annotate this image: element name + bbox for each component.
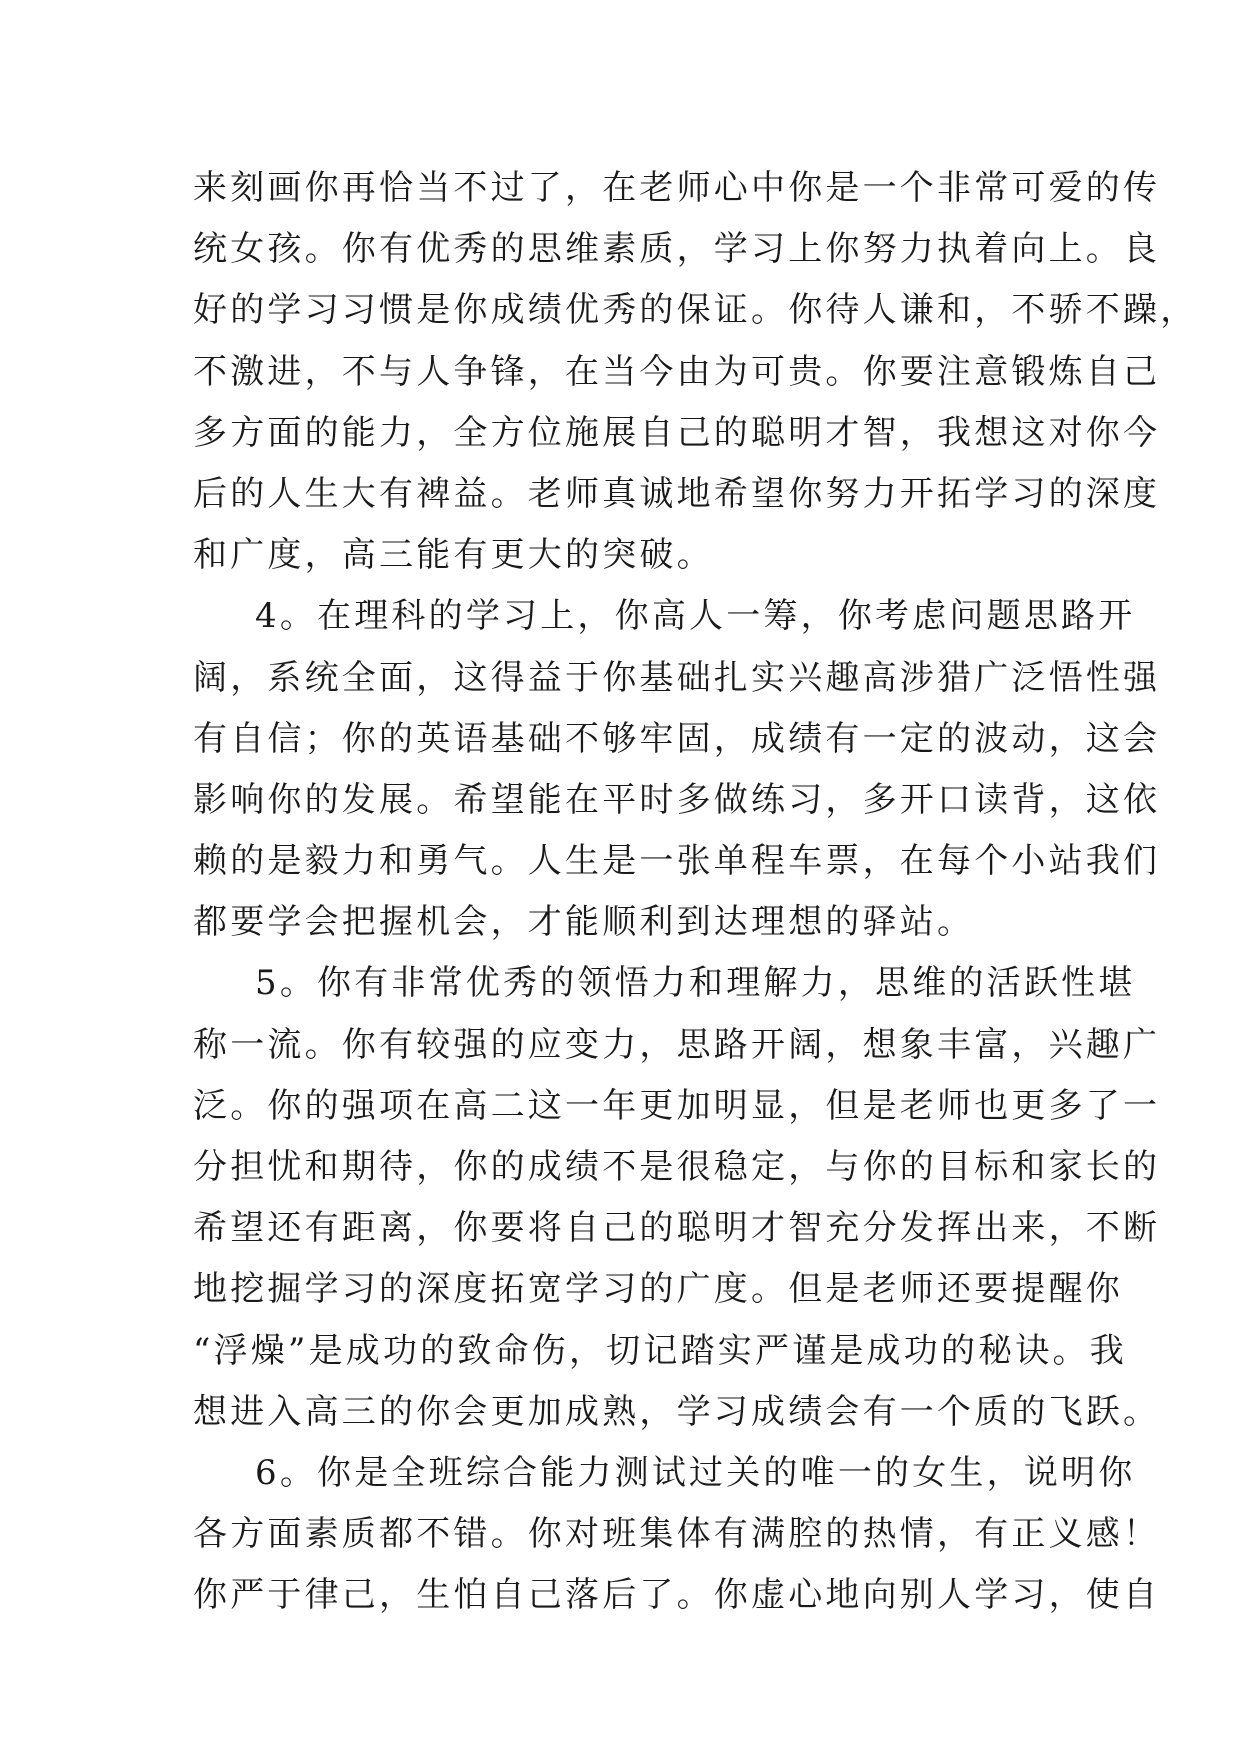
text-line: 4。在理科的学习上，你高人一筹，你考虑问题思路开 (255, 596, 1136, 637)
document-body (193, 158, 1198, 1627)
text-line: 不激进，不与人争锋，在当今由为可贵。你要注意锻炼自己 (193, 351, 1161, 392)
text-line: 希望还有距离，你要将自己的聪明才智充分发挥出来，不断 (193, 1208, 1161, 1249)
text-line: 分担忧和期待，你的成绩不是很稳定，与你的目标和家长的 (193, 1147, 1161, 1187)
text-line: 影响你的发展。希望能在平时多做练习，多开口读背，这依 (193, 779, 1161, 820)
text-line: 各方面素质都不错。你对班集体有满腔的热情，有正义感！ (193, 1514, 1161, 1555)
text-line: 多方面的能力，全方位施展自己的聪明才智，我想这对你今 (193, 412, 1161, 453)
text-line: 阔，系统全面，这得益于你基础扎实兴趣高涉猎广泛悟性强 (193, 657, 1161, 698)
text-line: 来刻画你再恰当不过了，在老师心中你是一个非常可爱的传 (193, 168, 1161, 208)
text-line: “浮燥”是成功的致命伤，切记踏实严谨是成功的秘诀。我 (193, 1330, 1127, 1371)
text-line: 6。你是全班综合能力测试过关的唯一的女生，说明你 (255, 1452, 1136, 1493)
text-line: 地挖掘学习的深度拓宽学习的广度。但是老师还要提醒你 (193, 1269, 1123, 1310)
text-line: 想进入高三的你会更加成熟，学习成绩会有一个质的飞跃。 (193, 1391, 1161, 1432)
text-line: 好的学习习惯是你成绩优秀的保证。你待人谦和，不骄不躁， (193, 290, 1198, 331)
text-line: 5。你有非常优秀的领悟力和理解力，思维的活跃性堪 (255, 963, 1136, 1004)
text-line: 有自信；你的英语基础不够牢固，成绩有一定的波动，这会 (193, 718, 1161, 759)
text-line: 后的人生大有裨益。老师真诚地希望你努力开拓学习的深度 (193, 473, 1161, 514)
text-line: 和广度，高三能有更大的突破。 (193, 535, 714, 576)
text-line: 统女孩。你有优秀的思维素质，学习上你努力执着向上。良 (193, 229, 1161, 270)
text-line: 都要学会把握机会，才能顺利到达理想的驿站。 (193, 902, 975, 943)
text-line: 你严于律己，生怕自己落后了。你虚心地向别人学习，使自 (193, 1575, 1161, 1616)
text-line: 赖的是毅力和勇气。人生是一张单程车票，在每个小站我们 (193, 841, 1161, 882)
text-line: 泛。你的强项在高二这一年更加明显，但是老师也更多了一 (193, 1085, 1161, 1126)
text-line: 称一流。你有较强的应变力，思路开阔，想象丰富，兴趣广 (193, 1024, 1161, 1065)
